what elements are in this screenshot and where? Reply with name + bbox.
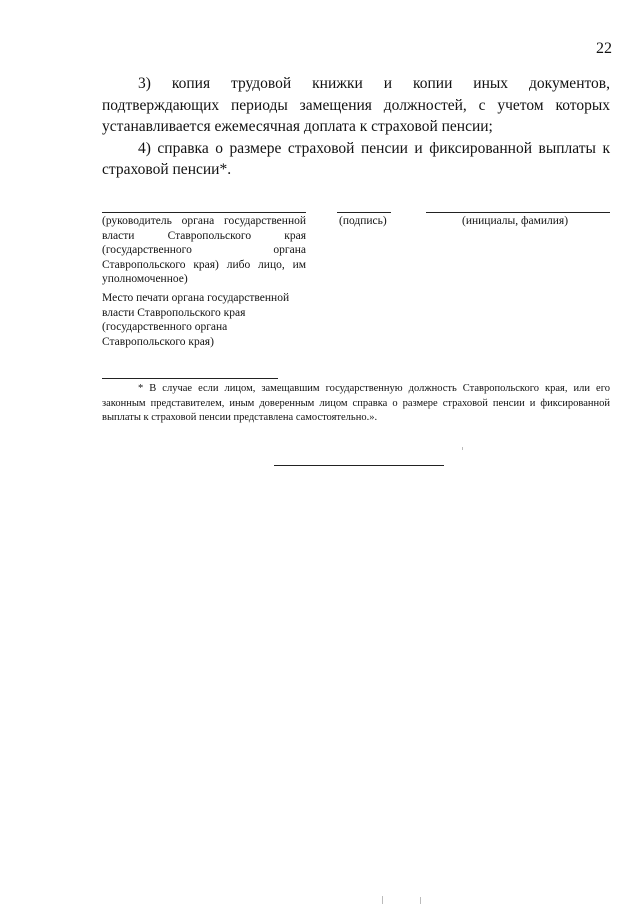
document-body — [102, 73, 610, 181]
stamp-place-caption: Место печати органа государственной власти Ставропольского края (государственного органа Ставропольского края) — [102, 292, 290, 348]
name-caption: (инициалы, фамилия) — [462, 215, 569, 227]
page-number: 22 — [596, 40, 612, 57]
scan-speck — [462, 447, 463, 450]
list-item-3: 3) копия трудовой книжки и копии иных документов, подтверждающих периоды замещения должностей, с учетом которых устанавливается ежемесячная доплата к страховой пенсии; — [102, 75, 610, 135]
end-of-document-line — [274, 465, 444, 466]
official-caption: (руководитель органа государственной власти Ставропольского края (государственного органа Ставропольского края) либо лицо, им уполномоченное) — [102, 215, 306, 285]
footnote: * В случае если лицом, замещавшим государственную должность Ставропольского края, или его законным представителем, иным доверенным лицом справка о размере страховой пенсии и фиксированной выплаты к страховой пенсии представлена самостоятельно.». — [102, 383, 610, 423]
footnote-separator — [102, 378, 278, 379]
official-signature-line — [102, 212, 306, 213]
list-item-4: 4) справка о размере страховой пенсии и фиксированной выплаты к страховой пенсии*. — [102, 139, 610, 178]
signature-caption: (подпись) — [339, 215, 387, 227]
scan-speck — [382, 896, 383, 904]
scan-speck — [420, 897, 421, 904]
name-line — [426, 212, 610, 213]
signature-line — [337, 212, 391, 213]
